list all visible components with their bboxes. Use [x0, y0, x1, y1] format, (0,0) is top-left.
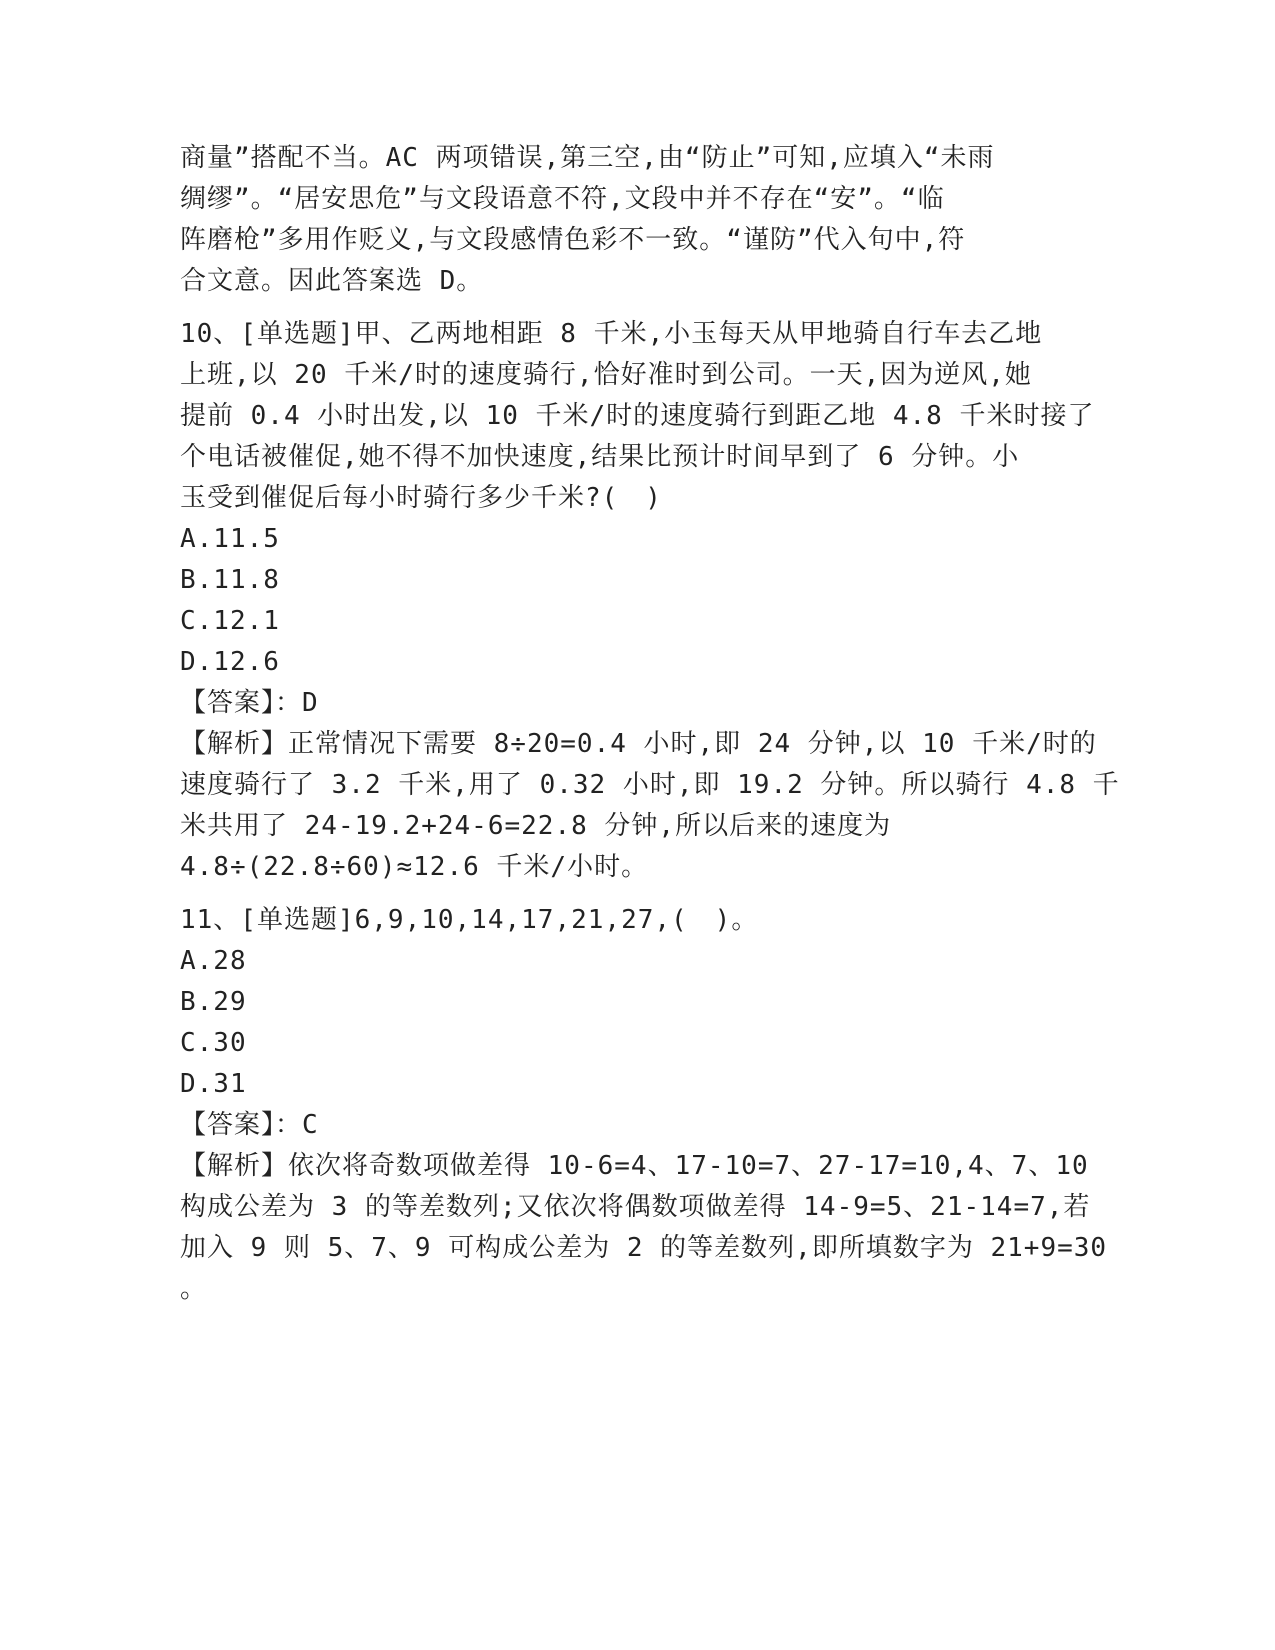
question-11	[180, 900, 1108, 1310]
previous-analysis	[180, 138, 1080, 302]
question-10	[180, 314, 1120, 888]
answer-line: 【答案】：D	[180, 688, 319, 718]
text-line: 合文意。因此答案选 D。	[180, 266, 484, 296]
analysis-line: 加入 9 则 5、7、9 可构成公差为 2 的等差数列,即所填数字为 21+9=30	[180, 1233, 1108, 1263]
analysis-line: 。	[180, 1274, 208, 1304]
text-line: 阵磨枪”多用作贬义,与文段感情色彩不一致。“谨防”代入句中,符	[180, 225, 966, 255]
question-stem-line: 上班,以 20 千米/时的速度骑行,恰好准时到公司。一天,因为逆风,她	[180, 360, 1032, 390]
question-stem-line: 10、[单选题]甲、乙两地相距 8 千米,小玉每天从甲地骑自行车去乙地	[180, 319, 1043, 349]
question-stem-line: 个电话被催促,她不得不加快速度,结果比预计时间早到了 6 分钟。小	[180, 442, 1020, 472]
question-stem-line: 11、[单选题]6,9,10,14,17,21,27,( )。	[180, 905, 759, 935]
analysis-line: 构成公差为 3 的等差数列;又依次将偶数项做差得 14-9=5、21-14=7,若	[180, 1192, 1091, 1222]
paragraph-gap	[180, 888, 1080, 900]
text-line: 绸缪”。“居安思危”与文段语意不符,文段中并不存在“安”。“临	[180, 184, 945, 214]
option-b: B.29	[180, 987, 247, 1017]
text-line: 商量”搭配不当。AC 两项错误,第三空,由“防止”可知,应填入“未雨	[180, 143, 995, 173]
answer-line: 【答案】：C	[180, 1110, 319, 1140]
option-c: C.12.1	[180, 606, 280, 636]
option-d: D.31	[180, 1069, 247, 1099]
document-page	[180, 138, 1120, 1310]
option-a: A.28	[180, 946, 247, 976]
option-c: C.30	[180, 1028, 247, 1058]
analysis-line: 4.8÷(22.8÷60)≈12.6 千米/小时。	[180, 852, 649, 882]
paragraph-gap	[180, 302, 1080, 314]
option-b: B.11.8	[180, 565, 280, 595]
question-stem-line: 提前 0.4 小时出发,以 10 千米/时的速度骑行到距乙地 4.8 千米时接了	[180, 401, 1095, 431]
question-stem-line: 玉受到催促后每小时骑行多少千米?( )	[180, 483, 662, 513]
analysis-line: 【解析】正常情况下需要 8÷20=0.4 小时,即 24 分钟,以 10 千米/时的	[180, 729, 1097, 759]
analysis-line: 【解析】依次将奇数项做差得 10-6=4、17-10=7、27-17=10,4、7、10	[180, 1151, 1089, 1181]
analysis-line: 速度骑行了 3.2 千米,用了 0.32 小时,即 19.2 分钟。所以骑行 4.8 千	[180, 770, 1120, 800]
option-d: D.12.6	[180, 647, 280, 677]
option-a: A.11.5	[180, 524, 280, 554]
analysis-line: 米共用了 24-19.2+24-6=22.8 分钟,所以后来的速度为	[180, 811, 892, 841]
